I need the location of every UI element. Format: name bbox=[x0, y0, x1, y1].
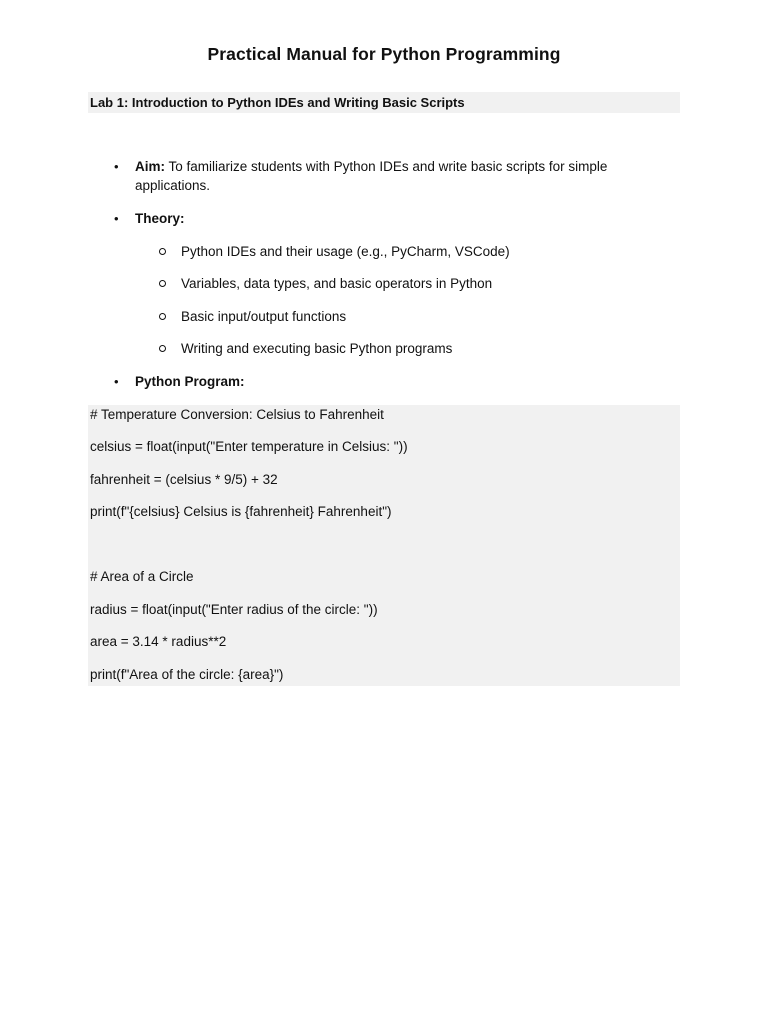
code-line: radius = float(input("Enter radius of the circle: ")) bbox=[90, 602, 378, 617]
document-title: Practical Manual for Python Programming bbox=[207, 44, 561, 64]
code-line: fahrenheit = (celsius * 9/5) + 32 bbox=[90, 472, 278, 487]
theory-bullet bbox=[114, 209, 414, 229]
circle-bullet-icon bbox=[159, 280, 166, 287]
code-line: # Temperature Conversion: Celsius to Fahrenheit bbox=[90, 407, 384, 422]
circle-bullet-icon bbox=[159, 345, 166, 352]
circle-bullet-icon bbox=[159, 248, 166, 255]
aim-description: To familiarize students with Python IDEs and write basic scripts for simple applications. bbox=[135, 159, 608, 193]
theory-item bbox=[159, 274, 639, 294]
theory-item-text: Basic input/output functions bbox=[181, 309, 347, 324]
theory-item bbox=[159, 242, 639, 262]
program-bullet bbox=[114, 372, 414, 392]
theory-item-text: Python IDEs and their usage (e.g., PyCharm, VSCode) bbox=[181, 244, 510, 259]
bullet-dot-icon: • bbox=[114, 374, 119, 389]
theory-label: Theory: bbox=[135, 211, 185, 226]
aim-label: Aim: bbox=[135, 159, 165, 174]
theory-item bbox=[159, 307, 639, 327]
lab-heading: Lab 1: Introduction to Python IDEs and Writing Basic Scripts bbox=[88, 92, 680, 113]
code-block bbox=[88, 405, 680, 686]
theory-item-text: Variables, data types, and basic operators in Python bbox=[181, 276, 493, 291]
aim-bullet bbox=[114, 157, 634, 197]
program-label: Python Program: bbox=[135, 374, 245, 389]
code-line: # Area of a Circle bbox=[90, 569, 194, 584]
circle-bullet-icon bbox=[159, 313, 166, 320]
code-line: area = 3.14 * radius**2 bbox=[90, 634, 227, 649]
bullet-dot-icon: • bbox=[114, 159, 119, 174]
code-line: print(f"Area of the circle: {area}") bbox=[90, 667, 284, 682]
theory-item-text: Writing and executing basic Python programs bbox=[181, 341, 453, 356]
code-line: celsius = float(input("Enter temperature in Celsius: ")) bbox=[90, 439, 408, 454]
aim-text bbox=[135, 157, 625, 195]
code-line: print(f"{celsius} Celsius is {fahrenheit} Fahrenheit") bbox=[90, 504, 392, 519]
bullet-dot-icon: • bbox=[114, 211, 119, 226]
theory-item bbox=[159, 339, 639, 359]
